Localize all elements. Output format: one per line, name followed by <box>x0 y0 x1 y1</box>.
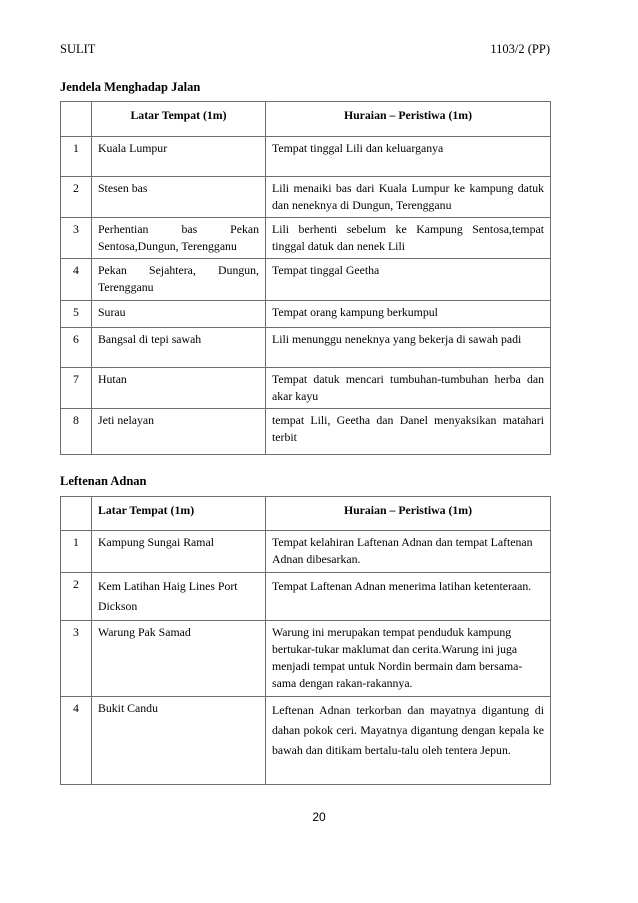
row-description: Tempat Laftenan Adnan menerima latihan ketenteraan. <box>266 573 551 621</box>
header-right: 1103/2 (PP) <box>490 42 550 56</box>
table-row <box>61 367 551 408</box>
row-number: 4 <box>61 697 92 785</box>
row-setting: Stesen bas <box>92 177 266 218</box>
table-row <box>61 300 551 327</box>
table-header-row <box>61 497 551 531</box>
table-row <box>61 218 551 259</box>
header-cell-setting: Latar Tempat (1m) <box>92 102 266 137</box>
table-row <box>61 259 551 300</box>
row-description: Tempat tinggal Lili dan keluarganya <box>266 137 551 177</box>
table-row <box>61 621 551 697</box>
row-setting: Warung Pak Samad <box>92 621 266 697</box>
row-number: 5 <box>61 300 92 327</box>
section-title-leftenan-adnan: Leftenan Adnan <box>60 474 147 488</box>
row-description: Tempat tinggal Geetha <box>266 259 551 300</box>
row-description: tempat Lili, Geetha dan Danel menyaksikan matahari terbit <box>266 408 551 454</box>
table-row <box>61 327 551 367</box>
row-number: 2 <box>61 573 92 621</box>
header-cell-number <box>61 102 92 137</box>
table-row <box>61 531 551 573</box>
table-leftenan-adnan <box>60 496 551 785</box>
row-description: Lili menunggu neneknya yang bekerja di sawah padi <box>266 327 551 367</box>
row-description: Lili berhenti sebelum ke Kampung Sentosa,tempat tinggal datuk dan nenek Lili <box>266 218 551 259</box>
row-setting: Bukit Candu <box>92 697 266 785</box>
row-description: Tempat orang kampung berkumpul <box>266 300 551 327</box>
row-number: 1 <box>61 137 92 177</box>
row-number: 2 <box>61 177 92 218</box>
row-description: Tempat datuk mencari tumbuhan-tumbuhan herba dan akar kayu <box>266 367 551 408</box>
row-number: 3 <box>61 621 92 697</box>
table-header-row <box>61 102 551 137</box>
row-description: Leftenan Adnan terkorban dan mayatnya digantung di dahan pokok ceri. Mayatnya digantung dengan kepala ke bawah dan ditikam bertalu-talu oleh tentera Jepun. <box>266 697 551 785</box>
row-setting: Kem Latihan Haig Lines Port Dickson <box>92 573 266 621</box>
row-setting: Jeti nelayan <box>92 408 266 454</box>
page-number: 20 <box>312 810 326 824</box>
table-row <box>61 408 551 454</box>
section-title-jendela: Jendela Menghadap Jalan <box>60 80 201 94</box>
table-row <box>61 177 551 218</box>
row-description: Lili menaiki bas dari Kuala Lumpur ke kampung datuk dan neneknya di Dungun, Terengganu <box>266 177 551 218</box>
header-left: SULIT <box>60 42 96 56</box>
table-jendela-menghadap-jalan <box>60 101 551 455</box>
header-cell-setting: Latar Tempat (1m) <box>92 497 266 531</box>
row-number: 4 <box>61 259 92 300</box>
row-description: Warung ini merupakan tempat penduduk kampung bertukar-tukar maklumat dan cerita.Warung ini juga menjadi tempat untuk Nordin bermain dam bersama-sama dengan rakan-rakannya. <box>266 621 551 697</box>
header-cell-description: Huraian – Peristiwa (1m) <box>266 497 551 531</box>
row-description: Tempat kelahiran Laftenan Adnan dan tempat Laftenan Adnan dibesarkan. <box>266 531 551 573</box>
table-row <box>61 137 551 177</box>
row-setting: Surau <box>92 300 266 327</box>
row-number: 8 <box>61 408 92 454</box>
table-row <box>61 697 551 785</box>
row-number: 3 <box>61 218 92 259</box>
header-cell-description: Huraian – Peristiwa (1m) <box>266 102 551 137</box>
row-number: 6 <box>61 327 92 367</box>
row-setting: Bangsal di tepi sawah <box>92 327 266 367</box>
table-row <box>61 573 551 621</box>
row-setting: Perhentian bas Pekan Sentosa,Dungun, Terengganu <box>92 218 266 259</box>
row-setting: Kampung Sungai Ramal <box>92 531 266 573</box>
row-setting: Kuala Lumpur <box>92 137 266 177</box>
row-setting: Hutan <box>92 367 266 408</box>
header-cell-number <box>61 497 92 531</box>
row-number: 7 <box>61 367 92 408</box>
row-setting: Pekan Sejahtera, Dungun, Terengganu <box>92 259 266 300</box>
row-number: 1 <box>61 531 92 573</box>
